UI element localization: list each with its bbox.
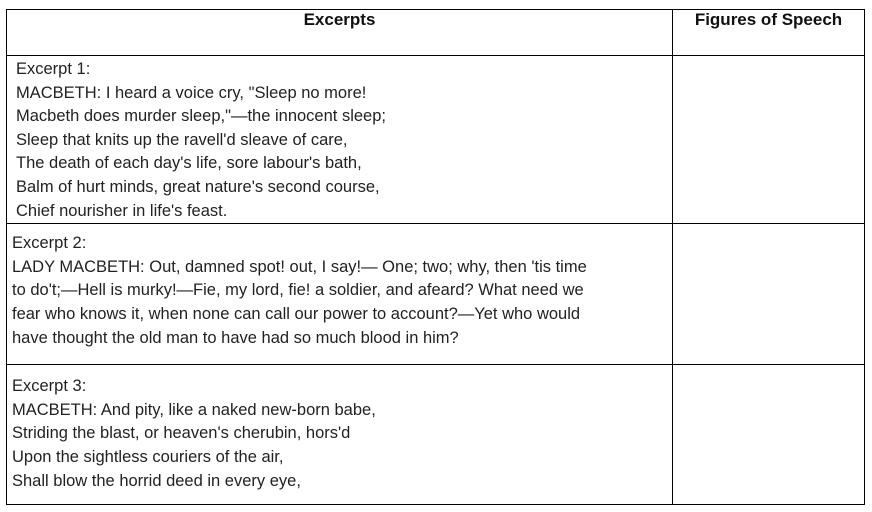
excerpt-3-line: Upon the sightless couriers of the air, — [12, 447, 284, 466]
table-row — [7, 56, 865, 224]
excerpt-3-line: Shall blow the horrid deed in every eye, — [12, 471, 301, 490]
excerpt-1-line: MACBETH: I heard a voice cry, "Sleep no more! — [16, 83, 367, 102]
excerpt-3-label: Excerpt 3: — [12, 377, 87, 396]
table-row — [7, 365, 865, 505]
figure-of-speech-2-cell[interactable] — [673, 224, 865, 365]
figure-of-speech-1-cell[interactable] — [673, 56, 865, 224]
excerpts-column-header: Excerpts — [7, 10, 673, 56]
excerpt-2-label: Excerpt 2: — [12, 234, 87, 253]
excerpt-2-line: to do't;—Hell is murky!—Fie, my lord, fie! a soldier, and afeard? What need we — [12, 281, 584, 300]
excerpt-3-cell — [7, 365, 673, 505]
excerpts-table — [6, 9, 865, 505]
excerpt-3-line: Striding the blast, or heaven's cherubin, hors'd — [12, 424, 351, 443]
table-row — [7, 224, 865, 365]
excerpt-2-line: have thought the old man to have had so much blood in him? — [12, 328, 459, 347]
excerpt-2-line: fear who knows it, when none can call our power to account?—Yet who would — [12, 304, 581, 323]
excerpt-2-line: LADY MACBETH: Out, damned spot! out, I say!— One; two; why, then 'tis time — [12, 257, 587, 276]
figure-of-speech-3-cell[interactable] — [673, 365, 865, 505]
excerpt-1-line: The death of each day's life, sore labour's bath, — [16, 154, 362, 173]
excerpt-3-line: MACBETH: And pity, like a naked new-born babe, — [12, 400, 376, 419]
excerpt-1-line: Balm of hurt minds, great nature's second course, — [16, 177, 380, 196]
excerpt-1-line: Chief nourisher in life's feast. — [16, 201, 228, 220]
figures-of-speech-column-header: Figures of Speech — [673, 10, 865, 56]
excerpt-2-cell — [7, 224, 673, 365]
excerpt-1-cell — [7, 56, 673, 224]
excerpt-1-line: Macbeth does murder sleep,"—the innocent sleep; — [16, 107, 386, 126]
excerpt-1-line: Sleep that knits up the ravell'd sleave of care, — [16, 130, 348, 149]
table-header-row — [7, 10, 865, 56]
excerpt-1-label: Excerpt 1: — [16, 60, 91, 78]
